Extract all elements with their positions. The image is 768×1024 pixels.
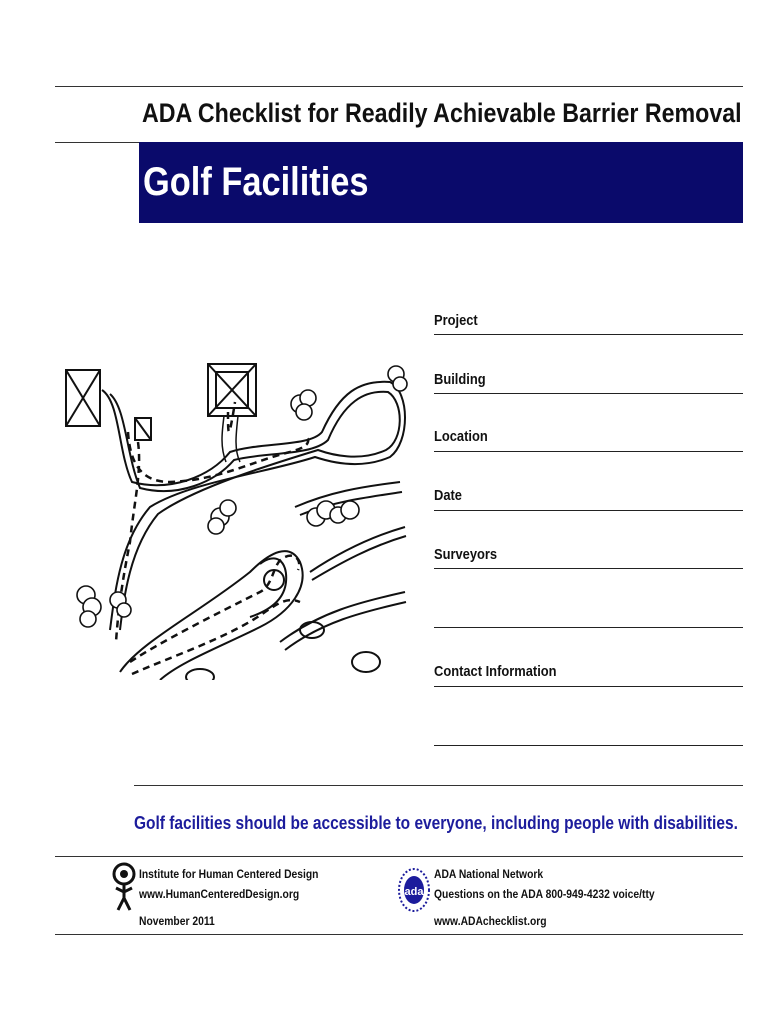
publication-date: November 2011 [139, 914, 215, 928]
contact-information-field-extra[interactable] [434, 745, 743, 746]
location-label: Location [434, 428, 488, 445]
building-field[interactable] [434, 393, 743, 394]
date-label: Date [434, 487, 462, 504]
surveyors-field[interactable] [434, 568, 743, 569]
ada-phone: Questions on the ADA 800-949-4232 voice/tty [434, 887, 655, 901]
title-rule [55, 142, 139, 143]
footer-top-rule [55, 856, 743, 857]
page-title: Golf Facilities [143, 160, 369, 204]
title-banner [139, 142, 743, 223]
document-supertitle: ADA Checklist for Readily Achievable Barrier Removal [142, 98, 742, 128]
project-field[interactable] [434, 334, 743, 335]
date-field[interactable] [434, 510, 743, 511]
building-label: Building [434, 371, 486, 388]
tagline-rule [134, 785, 743, 786]
surveyors-label: Surveyors [434, 546, 498, 563]
footer-bottom-rule [55, 934, 743, 935]
ada-network-name: ADA National Network [434, 867, 544, 881]
golf-course-illustration [60, 312, 410, 680]
contact-information-label: Contact Information [434, 663, 557, 680]
contact-information-field[interactable] [434, 686, 743, 687]
surveyors-field-extra[interactable] [434, 627, 743, 628]
ada-logo-text: ada [404, 886, 424, 898]
ihcd-url[interactable]: www.HumanCenteredDesign.org [139, 887, 300, 901]
location-field[interactable] [434, 451, 743, 452]
project-label: Project [434, 312, 478, 329]
tagline: Golf facilities should be accessible to everyone, including people with disabilities. [134, 813, 738, 833]
ihcd-logo [112, 862, 136, 914]
ada-network-logo [397, 866, 431, 914]
ada-url[interactable]: www.ADAchecklist.org [434, 914, 547, 928]
top-rule [55, 86, 743, 87]
ihcd-name: Institute for Human Centered Design [139, 867, 319, 881]
